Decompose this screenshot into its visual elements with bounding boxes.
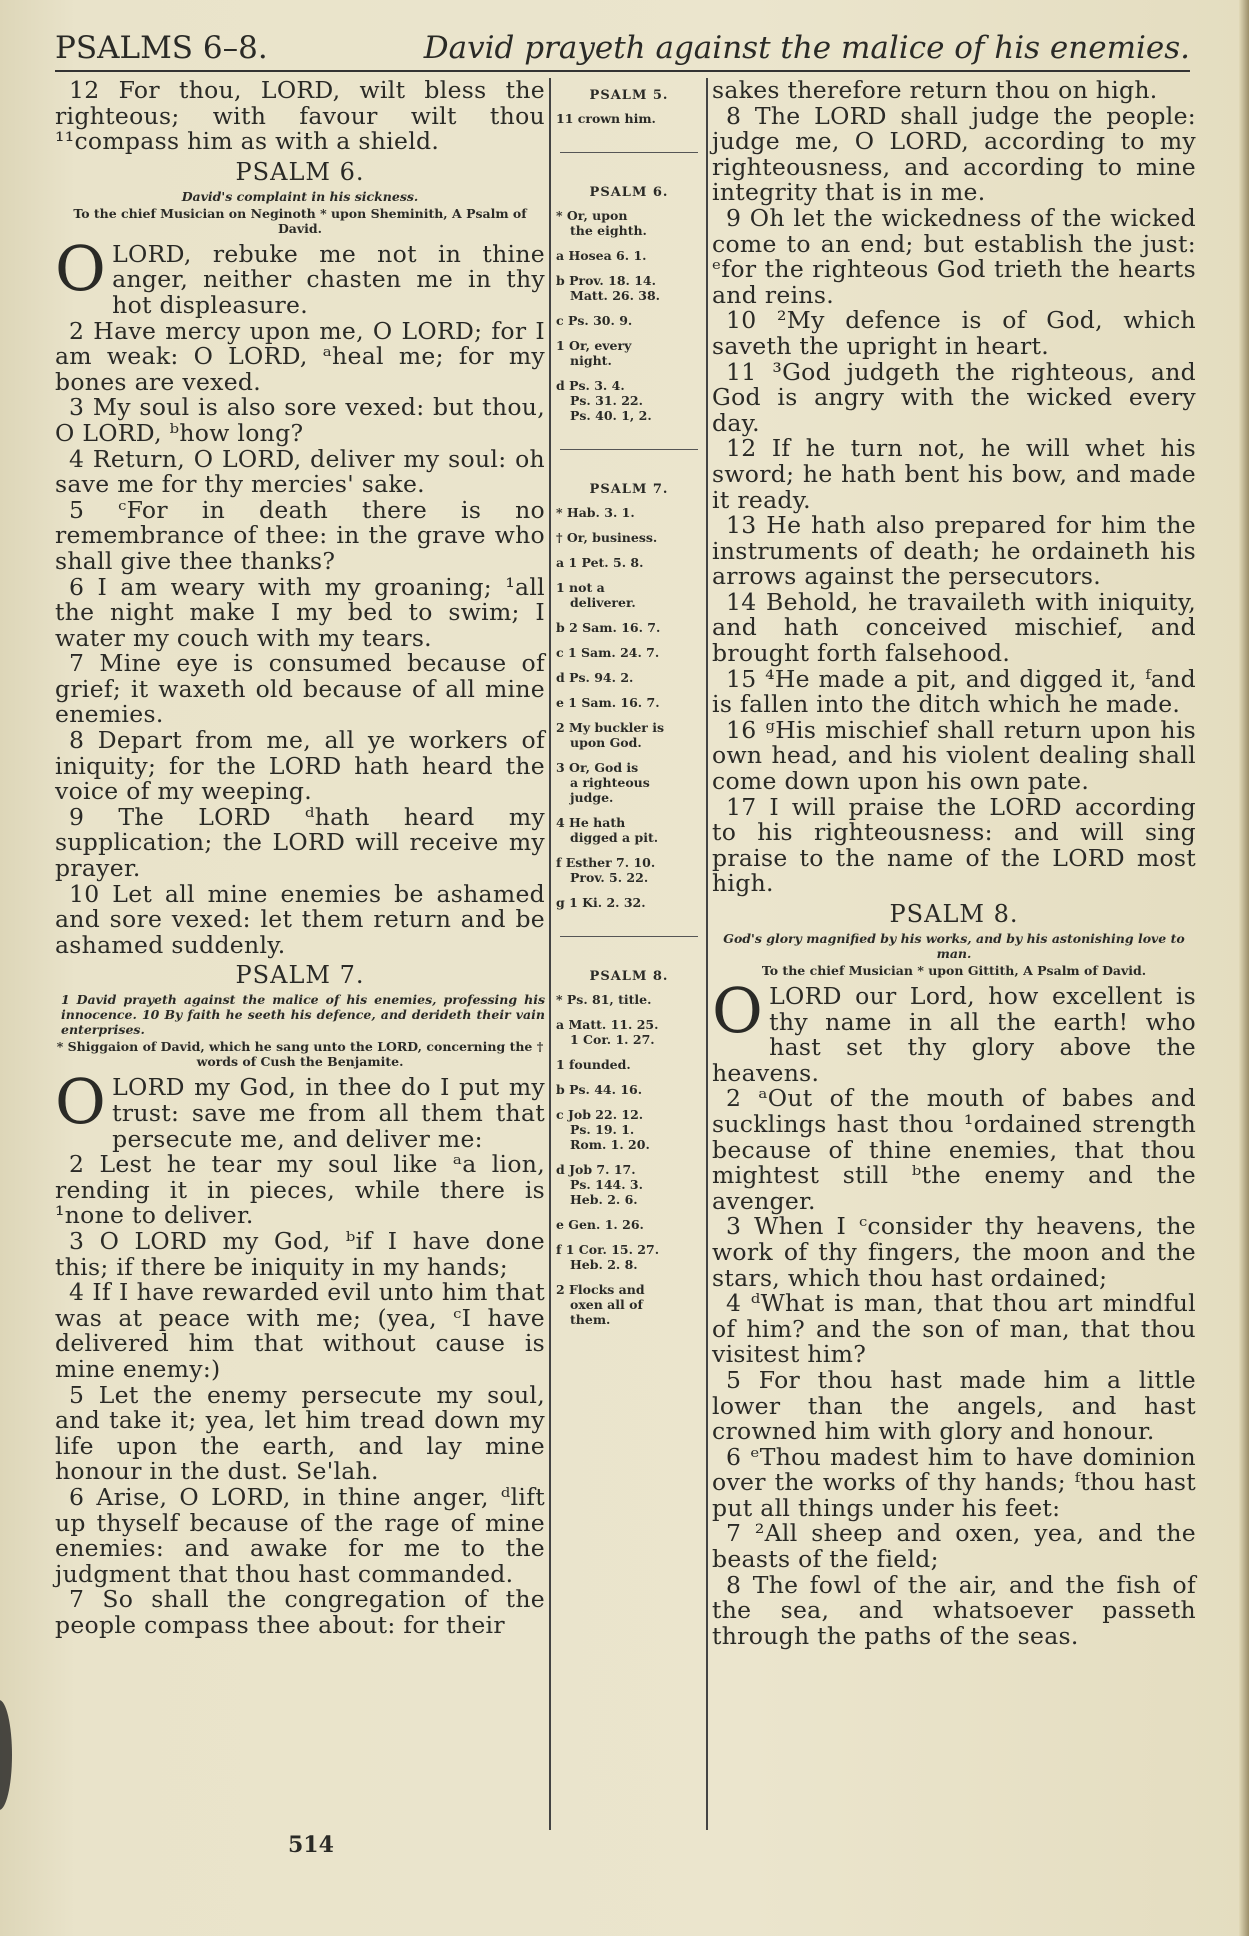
marginal-note: * Or, upon the eighth. [556, 208, 647, 238]
verse: 7 So shall the congregation of the people compass thee about: for their [55, 1585, 545, 1639]
notes-heading: PSALM 8. [589, 969, 669, 984]
marginal-note: d Job 7. 17. Ps. 144. 3. Heb. 2. 6. [556, 1162, 643, 1207]
verse: 5 Let the enemy persecute my soul, and take it; yea, let him tread down my life upon the earth, and lay mine honour in the dust. Se'lah. [55, 1380, 545, 1486]
marginal-note: b Ps. 44. 16. [556, 1082, 643, 1097]
notes-heading: PSALM 7. [589, 482, 669, 497]
verse-1 [55, 231, 545, 319]
verse-1 [55, 1065, 545, 1153]
verse: 3 O LORD my God, ᵇif I have done this; if there be iniquity in my hands; [55, 1226, 545, 1281]
psalm-heading: PSALM 7. [235, 961, 365, 990]
psalm-superscription: * Shiggaion of David, which he sang unto the LORD, concerning the † words of Cush the Benjamite. [56, 1039, 544, 1070]
marginal-note: e 1 Sam. 16. 7. [556, 695, 660, 710]
marginal-note: e Gen. 1. 26. [556, 1217, 644, 1232]
verse: 2 Lest he tear my soul like ᵃa lion, rending it in pieces, while there is ¹none to deliver. [55, 1150, 545, 1230]
verse: 10 Let all mine enemies be ashamed and sore vexed: let them return and be ashamed suddenly. [55, 879, 545, 959]
marginal-note: d Ps. 3. 4. Ps. 31. 22. Ps. 40. 1, 2. [556, 378, 652, 423]
verse: 8 Depart from me, all ye workers of iniquity; for the LORD hath heard the voice of my weeping. [55, 726, 545, 806]
drop-cap: O [55, 231, 107, 305]
marginal-note: * Ps. 81, title. [556, 992, 652, 1007]
marginal-note: d Ps. 94. 2. [556, 670, 634, 685]
marginal-note: a Hosea 6. 1. [556, 248, 647, 263]
verse: 12 For thou, LORD, wilt bless the righteous; with favour wilt thou ¹¹compass him as with a shield. [55, 76, 545, 156]
psalm-superscription: To the chief Musician * upon Gittith, A Psalm of David. [761, 963, 1147, 978]
marginal-note: g 1 Ki. 2. 32. [556, 895, 646, 910]
verse: 17 I will praise the LORD according to his righteousness: and will sing praise to the name of the LORD most high. [712, 792, 1196, 898]
verse: sakes therefore return thou on high. [712, 76, 1158, 104]
marginal-note: 1 founded. [556, 1057, 631, 1072]
running-header [55, 26, 1190, 72]
verse: 8 The fowl of the air, and the fish of the sea, and whatsoever passeth through the paths of the seas. [712, 1570, 1196, 1650]
text-column-left [55, 78, 545, 1638]
marginal-note: c Ps. 30. 9. [556, 313, 633, 328]
verse: 16 ᵍHis mischief shall return upon his own head, and his violent dealing shall come down upon his own pate. [712, 715, 1196, 796]
verse: 7 Mine eye is consumed because of grief; it waxeth old because of all mine enemies. [55, 649, 545, 729]
section-divider [560, 449, 698, 450]
verse: 7 ²All sheep and oxen, yea, and the beasts of the field; [712, 1519, 1196, 1574]
verse-text: LORD our Lord, how excellent is thy name in all the earth! who hast set thy glory above the heavens. [712, 982, 1196, 1087]
psalm-superscription: To the chief Musician on Neginoth * upon Sheminith, A Psalm of David. [73, 205, 527, 236]
verse: 9 The LORD ᵈhath heard my supplication; the LORD will receive my prayer. [55, 802, 545, 883]
psalm-summary: God's glory magnified by his works, and by his astonishing love to man. [723, 931, 1185, 961]
drop-cap: O [712, 974, 764, 1047]
marginal-note: b Prov. 18. 14. Matt. 26. 38. [556, 273, 661, 303]
verse: 3 My soul is also sore vexed: but thou, O LORD, ᵇhow long? [55, 393, 545, 447]
marginal-note: a 1 Pet. 5. 8. [556, 555, 644, 570]
verse: 12 If he turn not, he will whet his sword; he hath bent his bow, and made it ready. [712, 434, 1196, 514]
marginal-note: a Matt. 11. 25. 1 Cor. 1. 27. [556, 1017, 659, 1047]
drop-cap: O [55, 1065, 107, 1139]
marginal-note: c 1 Sam. 24. 7. [556, 645, 660, 660]
marginal-note: 1 not a deliverer. [556, 580, 636, 610]
marginal-note: c Job 22. 12. Ps. 19. 1. Rom. 1. 20. [556, 1107, 650, 1152]
page-edge [1239, 0, 1249, 1936]
verse-text: LORD, rebuke me not in thine anger, neither chasten me in thy hot displeasure. [112, 239, 545, 319]
section-divider [560, 936, 698, 937]
column-rule [549, 78, 551, 1830]
verse: 4 Return, O LORD, deliver my soul: oh save me for thy mercies' sake. [55, 444, 545, 499]
verse: 10 ²My defence is of God, which saveth the upright in heart. [712, 306, 1196, 360]
verse: 15 ⁴He made a pit, and digged it, ᶠand is fallen into the ditch which he made. [712, 664, 1196, 719]
header-book-range: PSALMS 6–8. [55, 30, 268, 66]
psalm-heading: PSALM 8. [889, 900, 1019, 928]
text-column-right [712, 78, 1196, 1649]
marginal-note: 2 My buckler is upon God. [556, 720, 665, 750]
verse: 8 The LORD shall judge the people: judge me, O LORD, according to my righteousness, and according to mine integrity that is in me. [712, 101, 1196, 207]
verse: 13 He hath also prepared for him the instruments of death; he ordaineth his arrows against the persecutors. [712, 511, 1196, 591]
binding-shadow [0, 1700, 12, 1810]
header-summary: David prayeth against the malice of his enemies. [423, 30, 1190, 66]
verse: 11 ³God judgeth the righteous, and God is angry with the wicked every day. [712, 357, 1196, 437]
verse: 5 ᶜFor in death there is no remembrance of thee: in the grave who shall give thee thanks? [55, 495, 545, 575]
verse: 9 Oh let the wickedness of the wicked come to an end; but establish the just: ᵉfor the righteous God trieth the hearts and reins. [712, 203, 1196, 309]
marginal-references [556, 80, 702, 1337]
verse: 2 Have mercy upon me, O LORD; for I am weak: O LORD, ᵃheal me; for my bones are vexed. [55, 316, 545, 396]
verse-text: LORD my God, in thee do I put my trust: save me from all them that persecute me, and deliver me: [112, 1073, 545, 1153]
marginal-note: 1 Or, every night. [556, 338, 632, 368]
verse: 6 Arise, O LORD, in thine anger, ᵈlift up thyself because of the rage of mine enemies: and awake for me to the judgment that thou hast commanded. [55, 1482, 545, 1588]
notes-heading: PSALM 5. [589, 88, 669, 103]
verse: 6 I am weary with my groaning; ¹all the night make I my bed to swim; I water my couch with my tears. [55, 572, 545, 652]
psalm-summary: David's complaint in his sickness. [181, 188, 419, 204]
marginal-note: 2 Flocks and oxen all of them. [556, 1282, 645, 1327]
marginal-note: b 2 Sam. 16. 7. [556, 620, 661, 635]
notes-heading: PSALM 6. [589, 185, 669, 200]
verse: 2 ᵃOut of the mouth of babes and sucklings hast thou ¹ordained strength because of thine enemies, that thou mightest still ᵇthe enemy and the avenger. [712, 1084, 1196, 1215]
marginal-note: f Esther 7. 10. Prov. 5. 22. [556, 855, 656, 885]
verse: 3 When I ᶜconsider thy heavens, the work of thy fingers, the moon and the stars, which thou hast ordained; [712, 1212, 1196, 1292]
psalm-heading: PSALM 6. [235, 157, 365, 186]
marginal-note: 4 He hath digged a pit. [556, 815, 659, 845]
marginal-note: * Hab. 3. 1. [556, 505, 635, 520]
section-divider [560, 152, 698, 153]
verse: 5 For thou hast made him a little lower than the angels, and hast crowned him with glory and honour. [712, 1365, 1196, 1446]
psalm-summary: 1 David prayeth against the malice of his enemies, professing his innocence. 10 By faith he seeth his defence, and derideth their vain enterprises. [61, 992, 545, 1038]
verse: 4 If I have rewarded evil unto him that was at peace with me; (yea, ᶜI have delivered him that without cause is mine enemy:) [55, 1278, 545, 1383]
marginal-note: f 1 Cor. 15. 27. Heb. 2. 8. [556, 1242, 660, 1272]
verse: 14 Behold, he travaileth with iniquity, and hath conceived mischief, and brought forth falsehood. [712, 587, 1196, 668]
verse-1 [712, 974, 1196, 1087]
column-rule [706, 78, 708, 1830]
marginal-note: 11 crown him. [556, 111, 656, 126]
marginal-note: † Or, business. [556, 530, 658, 545]
verse: 6 ᵉThou madest him to have dominion over the works of thy hands; ᶠthou hast put all things under his feet: [712, 1442, 1196, 1522]
verse: 4 ᵈWhat is man, that thou art mindful of him? and the son of man, that thou visitest him? [712, 1289, 1196, 1369]
page-number: 514 [288, 1832, 334, 1858]
marginal-note: 3 Or, God is a righteous judge. [556, 760, 650, 805]
